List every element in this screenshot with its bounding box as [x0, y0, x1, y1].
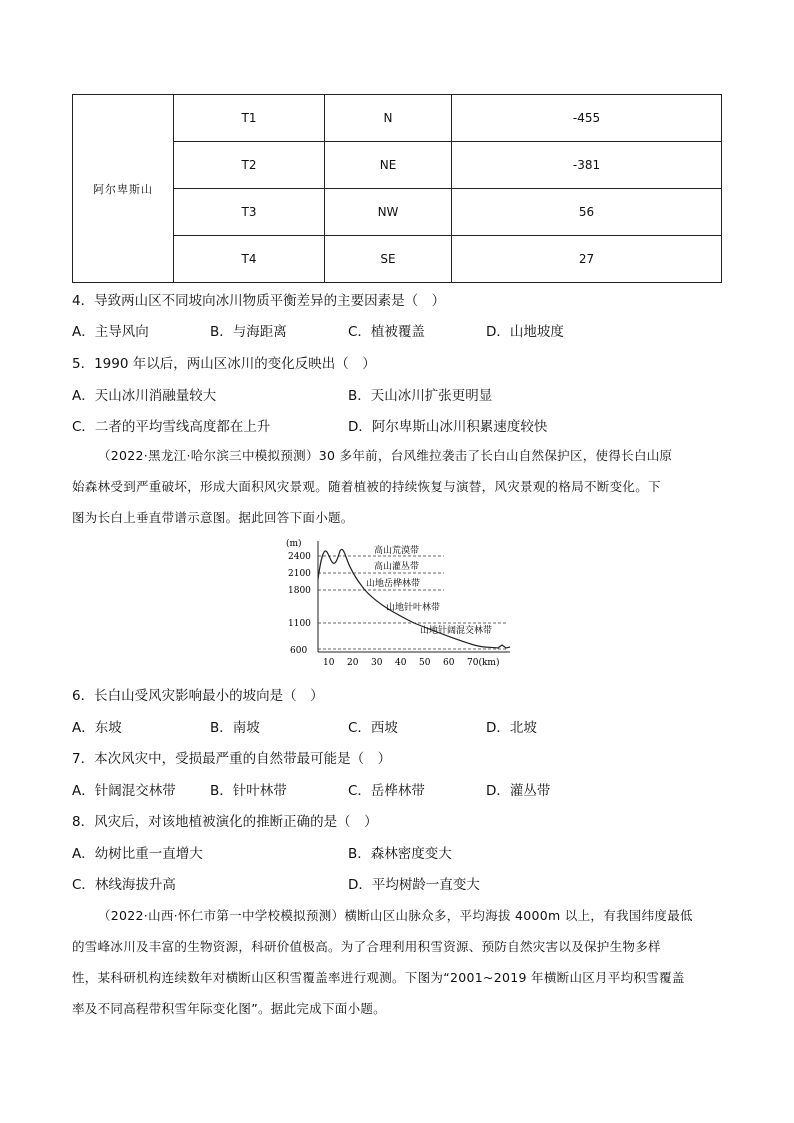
question-6-option-d[interactable]: D．北坡 — [486, 720, 537, 736]
question-7-stem: 7．本次风灾中，受损最严重的自然带最可能是（ ） — [72, 751, 392, 767]
glacier-cell: T2 — [174, 142, 325, 189]
passage-line: （2022·山西·怀仁市第一中学校模拟预测）横断山区山脉众多，平均海拔 4000m 以上，有我国纬度最低 — [98, 908, 693, 923]
question-8-option-b[interactable]: B．森林密度变大 — [348, 846, 452, 862]
zone-label: 山地针阔混交林带 — [420, 626, 493, 636]
value-cell: -381 — [452, 142, 722, 189]
y-tick-label: 2400 — [288, 552, 311, 562]
direction-cell: N — [325, 95, 452, 142]
passage-hengduan — [72, 900, 726, 1024]
question-4-option-c[interactable]: C．植被覆盖 — [348, 324, 425, 340]
x-tick-label: 50 — [419, 658, 431, 668]
x-tick-label: 20 — [347, 658, 359, 668]
glacier-cell: T4 — [174, 236, 325, 283]
passage-changbai — [72, 440, 726, 533]
passage-line: （2022·黑龙江·哈尔滨三中模拟预测）30 多年前，台风维拉袭击了长白山自然保护区，使得长白山原 — [98, 448, 673, 463]
question-5-stem: 5．1990 年以后，两山区冰川的变化反映出（ ） — [72, 356, 376, 372]
question-5-option-c[interactable]: C．二者的平均雪线高度都在上升 — [72, 419, 271, 435]
question-5-option-d[interactable]: D．阿尔卑斯山冰川积累速度较快 — [348, 419, 548, 435]
table-row — [73, 95, 722, 142]
glacier-mass-balance-table — [72, 94, 722, 283]
direction-cell: NE — [325, 142, 452, 189]
question-7-option-c[interactable]: C．岳桦林带 — [348, 783, 425, 799]
y-tick-label: 600 — [290, 646, 308, 656]
question-4-option-a[interactable]: A．主导风向 — [72, 324, 149, 340]
value-cell: 56 — [452, 189, 722, 236]
y-ticks — [288, 552, 311, 656]
x-tick-label: 10 — [323, 658, 335, 668]
zone-label: 山地针叶林带 — [386, 603, 441, 613]
question-7-option-b[interactable]: B．针叶林带 — [210, 783, 287, 799]
region-cell: 阿尔卑斯山 — [73, 95, 174, 283]
question-6-stem: 6．长白山受风灾影响最小的坡向是（ ） — [72, 688, 324, 704]
passage-line: 性，某科研机构连续数年对横断山区积雪覆盖率进行观测。下图为“2001~2019 年横断山区月平均积雪覆盖 — [72, 970, 685, 985]
passage-line: 始森林受到严重破坏，形成大面积风灾景观。随着植被的持续恢复与演替，风灾景观的格局不断变化。下 — [72, 479, 661, 494]
question-6-option-a[interactable]: A．东坡 — [72, 720, 122, 736]
question-4-option-b[interactable]: B．与海距离 — [210, 324, 287, 340]
x-tick-label: 30 — [371, 658, 383, 668]
question-8-option-c[interactable]: C．林线海拔升高 — [72, 877, 176, 893]
zone-label: 山地岳桦林带 — [366, 579, 421, 589]
value-cell: 27 — [452, 236, 722, 283]
zone-label: 高山灌丛带 — [374, 562, 420, 572]
question-5-option-a[interactable]: A．天山冰川消融量较大 — [72, 388, 217, 404]
x-tick-label: 60 — [443, 658, 455, 668]
x-tick-label: 40 — [395, 658, 407, 668]
glacier-cell: T3 — [174, 189, 325, 236]
question-8-stem: 8．风灾后，对该地植被演化的推断正确的是（ ） — [72, 814, 378, 830]
x-ticks — [323, 657, 499, 668]
value-cell: -455 — [452, 95, 722, 142]
y-tick-label: 1800 — [288, 586, 311, 596]
passage-line: 率及不同高程带积雪年际变化图”。据此完成下面小题。 — [72, 1001, 386, 1016]
question-7-option-a[interactable]: A．针阔混交林带 — [72, 783, 176, 799]
x-tick-label: 70(km) — [467, 658, 500, 668]
question-8-option-a[interactable]: A．幼树比重一直增大 — [72, 846, 203, 862]
direction-cell: SE — [325, 236, 452, 283]
y-axis-unit: (m) — [286, 539, 302, 549]
y-tick-label: 2100 — [288, 569, 311, 579]
question-6-option-b[interactable]: B．南坡 — [210, 720, 260, 736]
glacier-cell: T1 — [174, 95, 325, 142]
question-8-option-d[interactable]: D．平均树龄一直变大 — [348, 877, 480, 893]
question-4-stem: 4．导致两山区不同坡向冰川物质平衡差异的主要因素是（ ） — [72, 293, 446, 309]
zone-label: 高山荒漠带 — [374, 546, 420, 556]
passage-line: 图为长白上垂直带谱示意图。据此回答下面小题。 — [72, 510, 354, 525]
question-4-option-d[interactable]: D．山地坡度 — [486, 324, 564, 340]
question-5-option-b[interactable]: B．天山冰川扩张更明显 — [348, 388, 493, 404]
direction-cell: NW — [325, 189, 452, 236]
y-tick-label: 1100 — [288, 619, 311, 629]
changbai-zonation-diagram — [284, 535, 524, 670]
question-6-option-c[interactable]: C．西坡 — [348, 720, 398, 736]
question-7-option-d[interactable]: D．灌丛带 — [486, 783, 551, 799]
passage-line: 的雪峰冰川及丰富的生物资源，科研价值极高。为了合理利用积雪资源、预防自然灾害以及保护生物多样 — [72, 939, 661, 954]
